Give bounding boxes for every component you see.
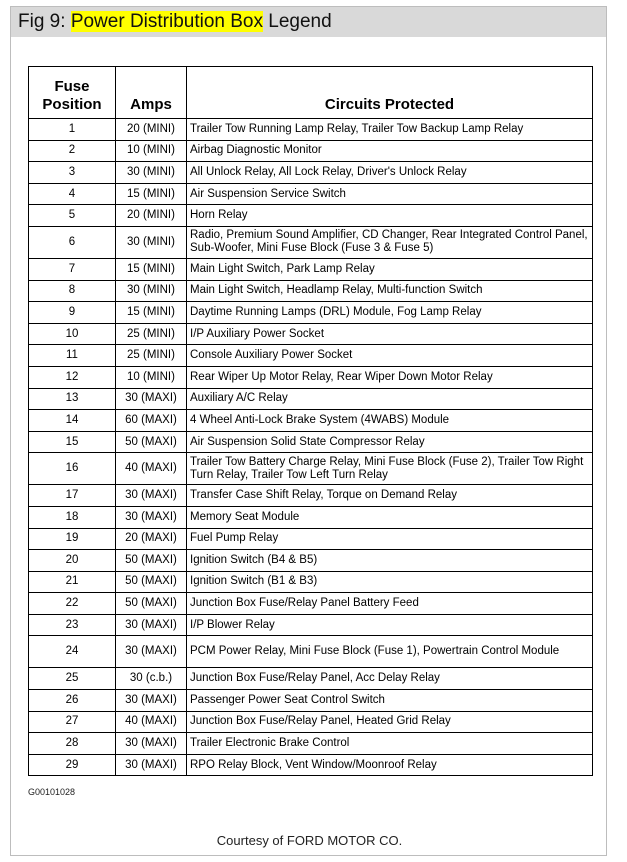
circuit-cell: Airbag Diagnostic Monitor (187, 140, 593, 162)
circuit-cell: Daytime Running Lamps (DRL) Module, Fog Lamp Relay (187, 302, 593, 324)
table-row (29, 140, 593, 162)
amps-cell: 50 (MAXI) (116, 571, 187, 593)
circuit-cell: Fuel Pump Relay (187, 528, 593, 550)
amps-cell: 20 (MINI) (116, 119, 187, 141)
table-row (29, 162, 593, 184)
title-suffix: Legend (263, 11, 332, 32)
fuse-position-cell: 16 (29, 453, 116, 485)
fuse-position-cell: 2 (29, 140, 116, 162)
table-row (29, 711, 593, 733)
table-row (29, 506, 593, 528)
circuit-cell: Air Suspension Service Switch (187, 183, 593, 205)
fuse-position-cell: 4 (29, 183, 116, 205)
title-highlight: Power Distribution Box (70, 11, 264, 32)
table-row (29, 345, 593, 367)
circuit-cell: I/P Auxiliary Power Socket (187, 323, 593, 345)
table-row (29, 366, 593, 388)
table-row (29, 593, 593, 615)
table-row (29, 690, 593, 712)
circuit-cell: PCM Power Relay, Mini Fuse Block (Fuse 1), Powertrain Control Module (187, 636, 593, 668)
amps-cell: 15 (MINI) (116, 258, 187, 280)
circuit-cell: Junction Box Fuse/Relay Panel, Acc Delay Relay (187, 668, 593, 690)
amps-cell: 50 (MAXI) (116, 550, 187, 572)
fuse-position-cell: 17 (29, 485, 116, 507)
circuit-cell: Ignition Switch (B1 & B3) (187, 571, 593, 593)
amps-cell: 30 (MAXI) (116, 506, 187, 528)
courtesy-note: Courtesy of FORD MOTOR CO. (216, 833, 403, 848)
circuit-cell: All Unlock Relay, All Lock Relay, Driver's Unlock Relay (187, 162, 593, 184)
circuit-cell: Passenger Power Seat Control Switch (187, 690, 593, 712)
amps-cell: 20 (MINI) (116, 205, 187, 227)
fuse-position-cell: 5 (29, 205, 116, 227)
table-row (29, 453, 593, 485)
table-row (29, 280, 593, 302)
amps-cell: 30 (MINI) (116, 162, 187, 184)
circuit-cell: Main Light Switch, Park Lamp Relay (187, 258, 593, 280)
fuse-position-cell: 24 (29, 636, 116, 668)
amps-cell: 30 (MAXI) (116, 388, 187, 410)
circuit-cell: I/P Blower Relay (187, 614, 593, 636)
table-row (29, 183, 593, 205)
circuit-cell: Rear Wiper Up Motor Relay, Rear Wiper Down Motor Relay (187, 366, 593, 388)
amps-cell: 15 (MINI) (116, 183, 187, 205)
circuit-cell: 4 Wheel Anti-Lock Brake System (4WABS) Module (187, 410, 593, 432)
header-fuse-position (29, 67, 116, 119)
circuit-cell: Auxiliary A/C Relay (187, 388, 593, 410)
circuit-cell: Horn Relay (187, 205, 593, 227)
table-body (29, 119, 593, 776)
header-circuits: Circuits Protected (187, 67, 593, 119)
amps-cell: 50 (MAXI) (116, 593, 187, 615)
circuit-cell: Junction Box Fuse/Relay Panel Battery Feed (187, 593, 593, 615)
figure-title (11, 7, 606, 37)
table-header-row (29, 67, 593, 119)
fuse-position-cell: 18 (29, 506, 116, 528)
circuit-cell: Trailer Electronic Brake Control (187, 733, 593, 755)
table-row (29, 205, 593, 227)
amps-cell: 30 (c.b.) (116, 668, 187, 690)
circuit-cell: Radio, Premium Sound Amplifier, CD Changer, Rear Integrated Control Panel, Sub-Woofer, Mini Fuse Block (Fuse 3 & Fuse 5) (187, 226, 593, 258)
fuse-position-cell: 11 (29, 345, 116, 367)
table-row (29, 119, 593, 141)
table-row (29, 258, 593, 280)
fuse-position-cell: 27 (29, 711, 116, 733)
amps-cell: 60 (MAXI) (116, 410, 187, 432)
fuse-position-cell: 10 (29, 323, 116, 345)
table-row (29, 410, 593, 432)
amps-cell: 30 (MAXI) (116, 636, 187, 668)
amps-cell: 25 (MINI) (116, 345, 187, 367)
fuse-position-cell: 9 (29, 302, 116, 324)
circuit-cell: Transfer Case Shift Relay, Torque on Demand Relay (187, 485, 593, 507)
amps-cell: 40 (MAXI) (116, 711, 187, 733)
fuse-position-cell: 3 (29, 162, 116, 184)
table-row (29, 550, 593, 572)
amps-cell: 30 (MAXI) (116, 614, 187, 636)
table-row (29, 485, 593, 507)
amps-cell: 30 (MAXI) (116, 485, 187, 507)
fuse-position-cell: 20 (29, 550, 116, 572)
table-row (29, 754, 593, 776)
table-row (29, 431, 593, 453)
amps-cell: 40 (MAXI) (116, 453, 187, 485)
amps-cell: 30 (MAXI) (116, 754, 187, 776)
amps-cell: 30 (MINI) (116, 226, 187, 258)
circuit-cell: Trailer Tow Running Lamp Relay, Trailer Tow Backup Lamp Relay (187, 119, 593, 141)
table-row (29, 226, 593, 258)
figure-frame (10, 6, 607, 856)
circuit-cell: RPO Relay Block, Vent Window/Moonroof Relay (187, 754, 593, 776)
circuit-cell: Main Light Switch, Headlamp Relay, Multi-function Switch (187, 280, 593, 302)
header-position-line2: Position (42, 96, 102, 113)
amps-cell: 15 (MINI) (116, 302, 187, 324)
fuse-position-cell: 28 (29, 733, 116, 755)
table-row (29, 614, 593, 636)
fuse-position-cell: 26 (29, 690, 116, 712)
circuit-cell: Air Suspension Solid State Compressor Relay (187, 431, 593, 453)
circuit-cell: Trailer Tow Battery Charge Relay, Mini Fuse Block (Fuse 2), Trailer Tow Right Turn Relay, Trailer Tow Left Turn Relay (187, 453, 593, 485)
circuit-cell: Ignition Switch (B4 & B5) (187, 550, 593, 572)
table-row (29, 302, 593, 324)
fuse-position-cell: 29 (29, 754, 116, 776)
amps-cell: 20 (MAXI) (116, 528, 187, 550)
fuse-position-cell: 21 (29, 571, 116, 593)
amps-cell: 50 (MAXI) (116, 431, 187, 453)
circuit-cell: Memory Seat Module (187, 506, 593, 528)
amps-cell: 10 (MINI) (116, 140, 187, 162)
amps-cell: 10 (MINI) (116, 366, 187, 388)
table-row (29, 636, 593, 668)
fuse-position-cell: 15 (29, 431, 116, 453)
fuse-position-cell: 23 (29, 614, 116, 636)
table-row (29, 571, 593, 593)
fuse-position-cell: 19 (29, 528, 116, 550)
table-row (29, 733, 593, 755)
title-prefix: Fig 9: (18, 11, 71, 32)
fuse-position-cell: 14 (29, 410, 116, 432)
table-row (29, 388, 593, 410)
amps-cell: 30 (MAXI) (116, 690, 187, 712)
table-row (29, 528, 593, 550)
circuit-cell: Console Auxiliary Power Socket (187, 345, 593, 367)
fuse-legend-table (28, 66, 593, 776)
fuse-position-cell: 6 (29, 226, 116, 258)
table-row (29, 668, 593, 690)
fuse-position-cell: 1 (29, 119, 116, 141)
amps-cell: 30 (MINI) (116, 280, 187, 302)
header-position-line1: Fuse (54, 78, 90, 95)
fuse-position-cell: 25 (29, 668, 116, 690)
fuse-position-cell: 22 (29, 593, 116, 615)
amps-cell: 30 (MAXI) (116, 733, 187, 755)
table-row (29, 323, 593, 345)
fuse-position-cell: 8 (29, 280, 116, 302)
figure-code: G00101028 (28, 787, 76, 797)
fuse-position-cell: 13 (29, 388, 116, 410)
fuse-position-cell: 12 (29, 366, 116, 388)
circuit-cell: Junction Box Fuse/Relay Panel, Heated Grid Relay (187, 711, 593, 733)
amps-cell: 25 (MINI) (116, 323, 187, 345)
header-amps: Amps (116, 67, 187, 119)
fuse-position-cell: 7 (29, 258, 116, 280)
